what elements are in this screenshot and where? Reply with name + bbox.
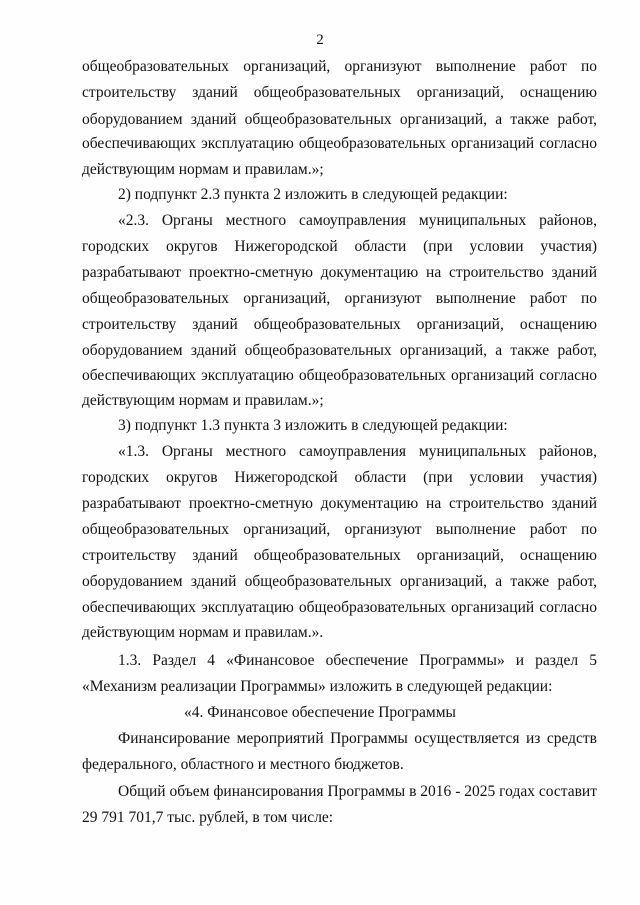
text-line: 29 791 701,7 тыс. рублей, в том числе: xyxy=(82,809,334,826)
text-line: строительству зданий общеобразовательных организаций, оснащению xyxy=(82,547,597,564)
text-line: оборудованием зданий общеобразовательных организаций, а также работ, xyxy=(82,342,597,359)
text-line: действующим нормам и правилам.»; xyxy=(82,161,324,178)
text-line: федерального, областного и местного бюджетов. xyxy=(82,756,404,773)
text-line: обеспечивающих эксплуатацию общеобразовательных организаций согласно xyxy=(82,599,597,616)
text-line: городских округов Нижегородской области (при условии участия) xyxy=(82,469,597,486)
text-line: обеспечивающих эксплуатацию общеобразовательных организаций согласно xyxy=(82,135,597,152)
text-line: оборудованием зданий общеобразовательных организаций, а также работ, xyxy=(82,111,597,128)
text-line: Общий объем финансирования Программы в 2016 - 2025 годах составит xyxy=(118,783,597,800)
text-line: разрабатывают проектно-сметную документацию на строительство зданий xyxy=(82,264,597,281)
page-number: 2 xyxy=(316,32,324,48)
section-heading: «4. Финансовое обеспечение Программы xyxy=(184,704,456,721)
text-line: строительству зданий общеобразовательных организаций, оснащению xyxy=(82,84,597,101)
text-line: действующим нормам и правилам.»; xyxy=(82,392,324,409)
text-line: общеобразовательных организаций, организуют выполнение работ по xyxy=(82,58,597,75)
text-line: оборудованием зданий общеобразовательных организаций, а также работ, xyxy=(82,573,597,590)
text-line: «Механизм реализации Программы» изложить в следующей редакции: xyxy=(82,678,553,695)
text-line: общеобразовательных организаций, организуют выполнение работ по xyxy=(82,521,597,538)
text-line: городских округов Нижегородской области (при условии участия) xyxy=(82,238,597,255)
text-line: действующим нормам и правилам.». xyxy=(82,624,324,641)
text-line: разрабатывают проектно-сметную документацию на строительство зданий xyxy=(82,495,597,512)
text-line: обеспечивающих эксплуатацию общеобразовательных организаций согласно xyxy=(82,367,597,384)
text-line: «2.3. Органы местного самоуправления муниципальных районов, xyxy=(118,212,597,229)
text-line: 3) подпункт 1.3 пункта 3 изложить в следующей редакции: xyxy=(118,417,508,434)
text-line: Финансирование мероприятий Программы осуществляется из средств xyxy=(118,730,597,747)
text-line: «1.3. Органы местного самоуправления муниципальных районов, xyxy=(118,443,597,460)
text-line: строительству зданий общеобразовательных организаций, оснащению xyxy=(82,316,597,333)
text-line: общеобразовательных организаций, организуют выполнение работ по xyxy=(82,290,597,307)
text-line: 2) подпункт 2.3 пункта 2 изложить в следующей редакции: xyxy=(118,186,508,203)
text-line: 1.3. Раздел 4 «Финансовое обеспечение Программы» и раздел 5 xyxy=(118,652,597,669)
